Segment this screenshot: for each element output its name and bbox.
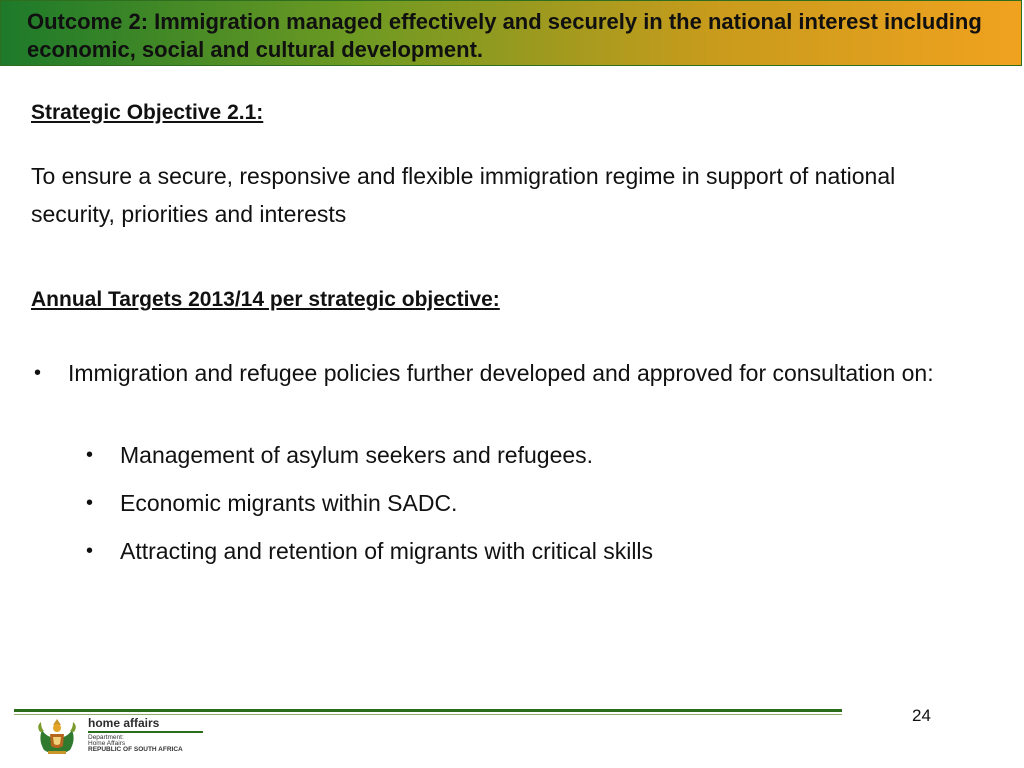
bullet-text: Immigration and refugee policies further developed and approved for consultation on: (68, 360, 934, 386)
sub-bullet-item (86, 486, 980, 520)
logo-name: home affairs (88, 716, 160, 730)
strategic-objective-heading: Strategic Objective 2.1: (31, 101, 264, 124)
logo-rule (88, 731, 203, 733)
sub-bullet-text: Attracting and retention of migrants with critical skills (120, 538, 654, 564)
bullet-dot-icon: • (86, 492, 94, 514)
home-affairs-logo (30, 715, 235, 755)
strategic-objective-text: To ensure a secure, responsive and flexible immigration regime in support of national security, priorities and interests (31, 163, 896, 227)
south-africa-coat-of-arms-icon (34, 716, 80, 756)
sub-bullet-item (86, 534, 980, 568)
sub-bullet-text: Management of asylum seekers and refugees. (120, 442, 594, 468)
footer-divider (14, 709, 842, 712)
logo-department-name: Home Affairs (88, 740, 126, 747)
bullet-dot-icon: • (86, 444, 94, 466)
bullet-dot-icon: • (34, 362, 42, 384)
bullet-item (34, 356, 968, 390)
logo-country: REPUBLIC OF SOUTH AFRICA (88, 746, 183, 753)
sub-bullet-item (86, 438, 980, 472)
bullet-dot-icon: • (86, 540, 94, 562)
title-banner (0, 0, 1022, 66)
slide-title: Outcome 2: Immigration managed effectively and securely in the national interest including economic, social and cultural development. (27, 9, 982, 62)
page-number: 24 (912, 706, 931, 725)
sub-bullet-text: Economic migrants within SADC. (120, 490, 458, 516)
annual-targets-heading: Annual Targets 2013/14 per strategic objective: (31, 288, 500, 311)
logo-department-label: Department: (88, 734, 124, 741)
